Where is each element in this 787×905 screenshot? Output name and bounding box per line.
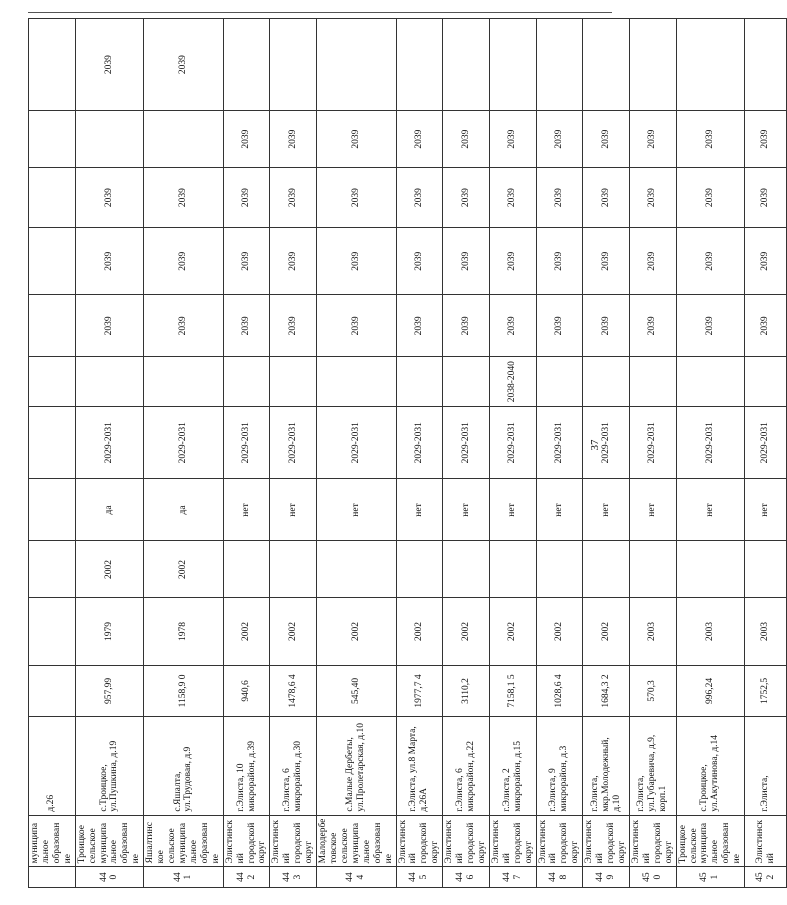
cell-area: 940,6 (223, 665, 270, 717)
cell-period: 2029-2031 (536, 407, 583, 479)
cell-year-repair (443, 541, 490, 598)
cell-year-built: 1979 (75, 598, 144, 665)
cell-year-5 (583, 19, 630, 111)
table-row (144, 19, 223, 888)
cell-year-1: 2039 (443, 295, 490, 357)
cell-area: 996,24 (676, 665, 745, 717)
buildings-schedule-table (28, 18, 787, 888)
cell-year-repair: 2002 (75, 541, 144, 598)
cell-year-4: 2039 (396, 111, 443, 168)
cell-year-3: 2039 (745, 168, 787, 228)
cell-num: 441 (144, 867, 223, 888)
cell-year-3: 2039 (75, 168, 144, 228)
cell-address: г.Элиста, ул.Губаревича, д.9, корп.1 (629, 717, 676, 815)
cell-year-2: 2039 (144, 228, 223, 295)
cell-year-5 (317, 19, 396, 111)
cell-num: 444 (317, 867, 396, 888)
cell-flag: нет (396, 479, 443, 541)
cell-entity: муниципальное образование (29, 815, 76, 867)
table-row (629, 19, 676, 888)
cell-year-2: 2039 (629, 228, 676, 295)
cell-empty (29, 228, 76, 295)
cell-empty (29, 665, 76, 717)
cell-year-built: 2002 (396, 598, 443, 665)
cell-area: 545,40 (317, 665, 396, 717)
cell-alt-period (270, 357, 317, 407)
cell-num: 447 (489, 867, 536, 888)
cell-address: с.Троицкое, ул.Акутинова, д.14 (676, 717, 745, 815)
cell-year-2: 2039 (443, 228, 490, 295)
cell-year-3: 2039 (223, 168, 270, 228)
cell-alt-period (443, 357, 490, 407)
cell-entity: Элистинский городской округ (443, 815, 490, 867)
cell-area: 1158,9 0 (144, 665, 223, 717)
cell-entity: Троицкое сельское муниципальное образование (676, 815, 745, 867)
cell-address: с.Малые Дербеты, ул.Пролетарская, д.10 (317, 717, 396, 815)
cell-entity: Элистинский городской округ (536, 815, 583, 867)
cell-area: 1752,5 (745, 665, 787, 717)
cell-area: 1028,6 4 (536, 665, 583, 717)
cell-num: 451 (676, 867, 745, 888)
cell-num: 442 (223, 867, 270, 888)
cell-year-3: 2039 (676, 168, 745, 228)
table-row (75, 19, 144, 888)
cell-year-repair (676, 541, 745, 598)
cell-num: 445 (396, 867, 443, 888)
cell-year-built: 2002 (270, 598, 317, 665)
cell-alt-period (317, 357, 396, 407)
cell-address: г.Элиста, 2 микрорайон, д.15 (489, 717, 536, 815)
cell-flag: нет (629, 479, 676, 541)
cell-year-2: 2039 (75, 228, 144, 295)
cell-year-5 (629, 19, 676, 111)
cell-area: 1684,3 2 (583, 665, 630, 717)
cell-year-built: 2002 (223, 598, 270, 665)
cell-entity: Элистинский городской округ (223, 815, 270, 867)
table-row (396, 19, 443, 888)
cell-period: 2029-2031 (583, 407, 630, 479)
cell-year-1: 2039 (144, 295, 223, 357)
cell-area: 7158,1 5 (489, 665, 536, 717)
page-number: 37 (589, 439, 601, 451)
cell-alt-period: 2038-2040 (489, 357, 536, 407)
cell-year-5 (745, 19, 787, 111)
top-rule (28, 12, 612, 13)
cell-num: 449 (583, 867, 630, 888)
cell-address: д.26 (29, 717, 76, 815)
cell-entity: Элистинский городской округ (489, 815, 536, 867)
cell-flag: нет (317, 479, 396, 541)
cell-alt-period (144, 357, 223, 407)
cell-year-5 (443, 19, 490, 111)
cell-year-repair (536, 541, 583, 598)
cell-year-4: 2039 (676, 111, 745, 168)
cell-year-5: 2039 (75, 19, 144, 111)
cell-empty (29, 407, 76, 479)
cell-empty (29, 598, 76, 665)
cell-flag: да (144, 479, 223, 541)
cell-year-repair (745, 541, 787, 598)
cell-empty (29, 541, 76, 598)
cell-alt-period (676, 357, 745, 407)
cell-year-built: 2002 (583, 598, 630, 665)
cell-entity: Элистинский городской округ (629, 815, 676, 867)
cell-empty (29, 168, 76, 228)
cell-period: 2029-2031 (396, 407, 443, 479)
cell-year-4: 2039 (583, 111, 630, 168)
cell-empty (29, 357, 76, 407)
cell-num: 443 (270, 867, 317, 888)
table-row (676, 19, 745, 888)
cell-address: г.Элиста, 10 микрорайон, д.39 (223, 717, 270, 815)
cell-year-3: 2039 (396, 168, 443, 228)
cell-year-5 (489, 19, 536, 111)
continuation-row (29, 19, 76, 888)
cell-year-1: 2039 (396, 295, 443, 357)
cell-year-1: 2039 (223, 295, 270, 357)
cell-alt-period (629, 357, 676, 407)
cell-year-4: 2039 (317, 111, 396, 168)
cell-year-2: 2039 (396, 228, 443, 295)
cell-year-1: 2039 (745, 295, 787, 357)
cell-flag: нет (270, 479, 317, 541)
cell-year-repair (396, 541, 443, 598)
cell-year-repair (629, 541, 676, 598)
cell-flag: да (75, 479, 144, 541)
cell-entity: Элистинский (745, 815, 787, 867)
cell-num: 446 (443, 867, 490, 888)
cell-flag: нет (536, 479, 583, 541)
cell-area: 570,3 (629, 665, 676, 717)
cell-period: 2029-2031 (676, 407, 745, 479)
table-row (583, 19, 630, 888)
cell-year-2: 2039 (583, 228, 630, 295)
cell-year-3: 2039 (629, 168, 676, 228)
cell-entity: Элистинский городской округ (396, 815, 443, 867)
cell-year-4: 2039 (223, 111, 270, 168)
cell-entity: Малодербетовское сельское муниципальное образование (317, 815, 396, 867)
cell-year-1: 2039 (75, 295, 144, 357)
cell-entity: Троицкое сельское муниципальное образование (75, 815, 144, 867)
cell-year-4 (75, 111, 144, 168)
cell-period: 2029-2031 (144, 407, 223, 479)
cell-year-built: 2003 (629, 598, 676, 665)
cell-year-3: 2039 (583, 168, 630, 228)
cell-flag: нет (745, 479, 787, 541)
cell-period: 2029-2031 (317, 407, 396, 479)
cell-year-built: 2002 (536, 598, 583, 665)
cell-address: г.Элиста, мкр.Молодежный, д.10 (583, 717, 630, 815)
cell-year-2: 2039 (745, 228, 787, 295)
cell-year-3: 2039 (270, 168, 317, 228)
cell-year-repair (223, 541, 270, 598)
cell-year-5 (223, 19, 270, 111)
cell-alt-period (583, 357, 630, 407)
cell-year-2: 2039 (270, 228, 317, 295)
cell-area: 3110,2 (443, 665, 490, 717)
table-body (29, 19, 787, 888)
cell-address: г.Элиста, (745, 717, 787, 815)
cell-area: 957,99 (75, 665, 144, 717)
cell-year-1: 2039 (676, 295, 745, 357)
cell-entity: Яшалтинское сельское муниципальное образование (144, 815, 223, 867)
cell-period: 2029-2031 (745, 407, 787, 479)
cell-period: 2029-2031 (629, 407, 676, 479)
cell-alt-period (536, 357, 583, 407)
cell-num: 452 (745, 867, 787, 888)
cell-address: с.Яшалта, ул.Трудовая, д.9 (144, 717, 223, 815)
cell-flag: нет (583, 479, 630, 541)
cell-address: г.Элиста, ул.8 Марта, д.26А (396, 717, 443, 815)
table-row (223, 19, 270, 888)
cell-period: 2029-2031 (489, 407, 536, 479)
cell-year-repair (583, 541, 630, 598)
cell-alt-period (396, 357, 443, 407)
cell-flag: нет (443, 479, 490, 541)
cell-year-3: 2039 (536, 168, 583, 228)
cell-year-5 (396, 19, 443, 111)
cell-year-1: 2039 (583, 295, 630, 357)
cell-year-4: 2039 (270, 111, 317, 168)
table-row (536, 19, 583, 888)
cell-area: 1478,6 4 (270, 665, 317, 717)
cell-address: г.Элиста, 9 микрорайон, д.3 (536, 717, 583, 815)
cell-year-3: 2039 (317, 168, 396, 228)
cell-address: г.Элиста, 6 микрорайон, д.30 (270, 717, 317, 815)
table-row (489, 19, 536, 888)
cell-num (29, 867, 76, 888)
cell-year-4: 2039 (489, 111, 536, 168)
cell-year-2: 2039 (317, 228, 396, 295)
cell-year-repair (317, 541, 396, 598)
cell-alt-period (745, 357, 787, 407)
cell-flag: нет (676, 479, 745, 541)
cell-year-4: 2039 (629, 111, 676, 168)
cell-flag: нет (223, 479, 270, 541)
cell-num: 450 (629, 867, 676, 888)
table-row (270, 19, 317, 888)
cell-year-4 (144, 111, 223, 168)
cell-year-4: 2039 (536, 111, 583, 168)
cell-entity: Элистинский городской округ (270, 815, 317, 867)
table-row (317, 19, 396, 888)
cell-year-built: 2002 (443, 598, 490, 665)
cell-year-4: 2039 (443, 111, 490, 168)
cell-empty (29, 111, 76, 168)
cell-empty (29, 295, 76, 357)
cell-year-built: 2002 (317, 598, 396, 665)
cell-year-1: 2039 (629, 295, 676, 357)
cell-period: 2029-2031 (223, 407, 270, 479)
cell-year-4: 2039 (745, 111, 787, 168)
cell-year-5 (676, 19, 745, 111)
cell-year-2: 2039 (536, 228, 583, 295)
cell-alt-period (223, 357, 270, 407)
cell-year-2: 2039 (676, 228, 745, 295)
cell-year-built: 2003 (745, 598, 787, 665)
cell-empty (29, 19, 76, 111)
cell-year-2: 2039 (489, 228, 536, 295)
cell-year-5 (270, 19, 317, 111)
cell-year-1: 2039 (317, 295, 396, 357)
table-row (443, 19, 490, 888)
cell-alt-period (75, 357, 144, 407)
cell-num: 448 (536, 867, 583, 888)
cell-period: 2029-2031 (75, 407, 144, 479)
cell-year-1: 2039 (489, 295, 536, 357)
cell-area: 1977,7 4 (396, 665, 443, 717)
cell-year-built: 2002 (489, 598, 536, 665)
cell-period: 2029-2031 (270, 407, 317, 479)
cell-year-repair: 2002 (144, 541, 223, 598)
cell-num: 440 (75, 867, 144, 888)
cell-year-3: 2039 (443, 168, 490, 228)
cell-year-3: 2039 (144, 168, 223, 228)
cell-year-5 (536, 19, 583, 111)
cell-year-5: 2039 (144, 19, 223, 111)
cell-empty (29, 479, 76, 541)
cell-flag: нет (489, 479, 536, 541)
cell-year-repair (270, 541, 317, 598)
cell-year-repair (489, 541, 536, 598)
cell-year-1: 2039 (536, 295, 583, 357)
cell-period: 2029-2031 (443, 407, 490, 479)
cell-address: с.Троицкое, ул.Пушкина, д.19 (75, 717, 144, 815)
cell-entity: Элистинский городской округ (583, 815, 630, 867)
cell-year-built: 2003 (676, 598, 745, 665)
cell-year-2: 2039 (223, 228, 270, 295)
cell-address: г.Элиста, 6 микрорайон, д.22 (443, 717, 490, 815)
cell-year-built: 1978 (144, 598, 223, 665)
cell-year-1: 2039 (270, 295, 317, 357)
cell-year-3: 2039 (489, 168, 536, 228)
table-row (745, 19, 787, 888)
